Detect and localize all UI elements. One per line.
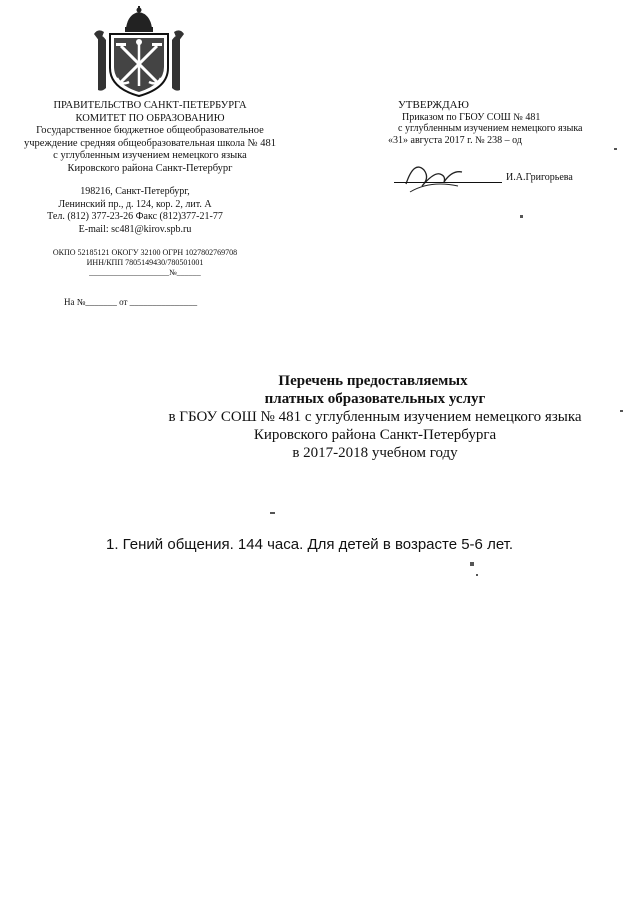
outgoing-number-line: ____________________№______	[89, 268, 201, 277]
institution-line-4: Кировского района Санкт-Петербург	[67, 162, 233, 174]
approval-block	[388, 100, 628, 146]
committee-name: КОМИТЕТ ПО ОБРАЗОВАНИЮ	[75, 112, 225, 124]
approval-date-line: «31» августа 2017 г. № 238 – од	[388, 134, 522, 146]
scan-speck	[614, 148, 617, 150]
coat-of-arms-emblem	[88, 6, 190, 98]
approval-school-line: с углубленным изучением немецкого языка	[398, 123, 583, 134]
address-line-1: 198216, Санкт-Петербург,	[80, 186, 190, 197]
title-line-5: в 2017-2018 учебном году	[292, 445, 458, 461]
phone-fax-line: Тел. (812) 377-23-26 Факс (812)377-21-77	[47, 211, 223, 222]
address-line-2: Ленинский пр., д. 124, кор. 2, лит. А	[58, 198, 212, 210]
title-line-2: платных образовательных услуг	[264, 391, 486, 407]
institution-line-2: учреждение средняя общеобразовательная школа № 481	[24, 137, 276, 149]
signature-line	[394, 172, 502, 183]
email-line: E-mail: sc481@kirov.spb.ru	[78, 223, 192, 235]
approval-order-line: Приказом по ГБОУ СОШ № 481	[402, 111, 541, 123]
institution-line-3: с углубленным изучением немецкого языка	[53, 150, 247, 162]
government-name: ПРАВИТЕЛЬСТВО САНКТ-ПЕТЕРБУРГА	[53, 100, 247, 111]
title-line-4: Кировского района Санкт-Петербурга	[253, 427, 497, 443]
title-line-3: в ГБОУ СОШ № 481 с углубленным изучением немецкого языка	[168, 409, 582, 425]
signer-name: И.А.Григорьева	[506, 172, 573, 183]
institution-line-1: Государственное бюджетное общеобразовательное	[36, 125, 264, 137]
reference-number-line: На №_______ от _______________	[64, 297, 198, 307]
approval-title: УТВЕРЖДАЮ	[398, 99, 469, 111]
registry-codes: ОКПО 52185121 ОКОГУ 32100 ОГРН 1027802769708	[52, 248, 238, 257]
scan-speck	[476, 574, 478, 576]
inn-kpp: ИНН/КПП 7805149430/780501001	[86, 258, 204, 267]
scan-speck	[470, 562, 474, 566]
organization-header	[0, 100, 300, 176]
signature-row	[394, 172, 573, 183]
scan-speck	[520, 215, 523, 218]
document-title	[0, 372, 640, 462]
organization-address	[0, 186, 270, 236]
organization-codes	[0, 248, 290, 278]
scan-speck	[620, 410, 623, 412]
scan-speck	[270, 512, 275, 514]
list-item: 1. Гений общения. 144 часа. Для детей в возрасте 5-6 лет.	[106, 536, 514, 553]
title-line-1: Перечень предоставляемых	[278, 373, 468, 389]
